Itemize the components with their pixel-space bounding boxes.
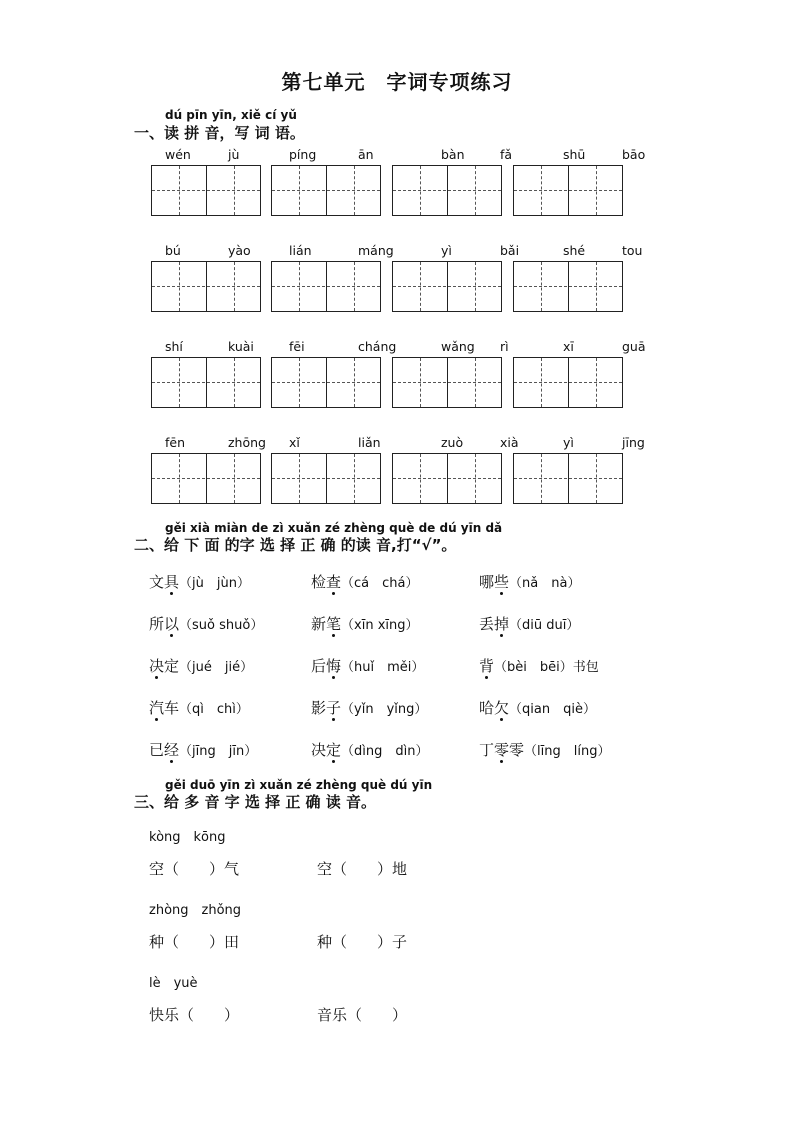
target-char: 以 [164, 615, 180, 633]
reading-choice-item[interactable] [479, 571, 580, 592]
pinyin-options: （qian qiè） [509, 702, 596, 717]
grid-pinyin-label: xī [563, 339, 574, 354]
reading-choice-item[interactable] [311, 739, 429, 760]
grid-pinyin-label: fǎ [500, 147, 513, 162]
word-char: 定 [164, 657, 180, 675]
target-char: 些 [494, 573, 510, 591]
pinyin-options: （jīng jīn） [179, 744, 258, 759]
word-char: 哈 [479, 699, 495, 717]
target-char: 决 [149, 657, 165, 675]
reading-choice-item[interactable] [149, 613, 263, 634]
writing-grid-box[interactable] [392, 165, 502, 216]
polyphone-blank[interactable]: 音乐（ ） [317, 1006, 408, 1024]
target-char: 汽 [149, 699, 165, 717]
writing-grid-box[interactable] [271, 453, 381, 504]
grid-pinyin-label: jīng [622, 435, 645, 450]
writing-grid-box[interactable] [151, 261, 261, 312]
pinyin-options: （yǐn yǐng） [341, 702, 428, 717]
writing-grid-box[interactable] [271, 165, 381, 216]
reading-choice-item[interactable] [479, 613, 579, 634]
grid-pinyin-label: liǎn [358, 435, 381, 450]
target-char: 具 [164, 573, 180, 591]
grid-pinyin-label: bǎi [500, 243, 520, 258]
grid-pinyin-label: bāo [622, 147, 646, 162]
word-char: 零 [509, 741, 525, 759]
grid-pinyin-label: wǎng [441, 339, 475, 354]
grid-pinyin-label: shí [165, 339, 183, 354]
word-char: 哪 [479, 573, 495, 591]
reading-choice-item[interactable] [479, 697, 596, 718]
grid-pinyin-label: guā [622, 339, 646, 354]
polyphone-blank[interactable]: 种（ ）田 [149, 933, 240, 951]
section1-heading: 一、读 拼 音，写 词 语。 [134, 124, 305, 142]
grid-pinyin-label: rì [500, 339, 509, 354]
grid-pinyin-label: zuò [441, 435, 464, 450]
writing-grid-box[interactable] [513, 261, 623, 312]
writing-grid-box[interactable] [151, 453, 261, 504]
writing-grid-box[interactable] [392, 261, 502, 312]
grid-pinyin-label: píng [289, 147, 317, 162]
word-char: 所 [149, 615, 165, 633]
word-char: 已 [149, 741, 165, 759]
writing-grid-box[interactable] [271, 357, 381, 408]
section1-pinyin: dú pīn yīn, xiě cí yǔ [165, 108, 297, 122]
reading-choice-item[interactable] [311, 697, 427, 718]
grid-pinyin-label: jù [228, 147, 240, 162]
target-char: 背 [479, 657, 495, 675]
target-char: 欠 [494, 699, 510, 717]
polyphone-blank[interactable]: 空（ ）地 [317, 860, 408, 878]
target-char: 掉 [494, 615, 510, 633]
grid-pinyin-label: yì [441, 243, 452, 258]
writing-grid-box[interactable] [151, 165, 261, 216]
reading-choice-item[interactable] [149, 571, 250, 592]
grid-pinyin-label: yào [228, 243, 251, 258]
grid-pinyin-label: tou [622, 243, 643, 258]
target-char: 子 [326, 699, 342, 717]
reading-choice-item[interactable] [149, 697, 249, 718]
pinyin-options: （jué jié） [179, 660, 254, 675]
section3-pinyin: gěi duō yīn zì xuǎn zé zhèng què dú yīn [165, 778, 433, 792]
writing-grid-box[interactable] [151, 357, 261, 408]
grid-pinyin-label: fēn [165, 435, 186, 450]
grid-pinyin-label: máng [358, 243, 394, 258]
reading-choice-item[interactable] [311, 571, 419, 592]
pinyin-options: （nǎ nà） [509, 576, 581, 591]
pinyin-options: （jù jùn） [179, 576, 250, 591]
reading-choice-item[interactable] [149, 739, 257, 760]
section2-heading: 二、给 下 面 的字 选 择 正 确 的读 音,打“√”。 [134, 536, 457, 554]
grid-pinyin-label: shū [563, 147, 586, 162]
writing-grid-box[interactable] [513, 453, 623, 504]
target-char: 定 [326, 741, 342, 759]
polyphone-pinyin: zhòng zhǒng [149, 903, 242, 918]
word-char: 丢 [479, 615, 495, 633]
writing-grid-box[interactable] [513, 165, 623, 216]
polyphone-blank[interactable]: 快乐（ ） [149, 1006, 240, 1024]
grid-pinyin-label: lián [289, 243, 312, 258]
grid-pinyin-label: yì [563, 435, 574, 450]
grid-pinyin-label: zhōng [228, 435, 266, 450]
reading-choice-item[interactable] [311, 613, 419, 634]
word-char: 新 [311, 615, 327, 633]
reading-choice-item[interactable] [479, 739, 610, 760]
polyphone-blank[interactable]: 种（ ）子 [317, 933, 408, 951]
pinyin-options: （cá chá） [341, 576, 419, 591]
writing-grid-box[interactable] [392, 453, 502, 504]
word-char: 文 [149, 573, 165, 591]
word-char: 影 [311, 699, 327, 717]
word-char: 车 [164, 699, 180, 717]
grid-pinyin-label: bú [165, 243, 181, 258]
word-char: 后 [311, 657, 327, 675]
grid-pinyin-label: fēi [289, 339, 305, 354]
pinyin-options: （suǒ shuǒ） [179, 618, 264, 633]
grid-pinyin-label: xià [500, 435, 519, 450]
polyphone-blank[interactable]: 空（ ）气 [149, 860, 240, 878]
pinyin-options: （bèi bēi）书包 [494, 660, 599, 675]
target-char: 查 [326, 573, 342, 591]
grid-pinyin-label: shé [563, 243, 586, 258]
pinyin-options: （līng líng） [524, 744, 611, 759]
target-char: 经 [164, 741, 180, 759]
grid-pinyin-label: ān [358, 147, 374, 162]
grid-pinyin-label: wén [165, 147, 191, 162]
grid-pinyin-label: bàn [441, 147, 465, 162]
word-char: 决 [311, 741, 327, 759]
section3-heading: 三、给 多 音 字 选 择 正 确 读 音。 [134, 793, 377, 811]
target-char: 零 [494, 741, 510, 759]
pinyin-options: （diū duī） [509, 618, 580, 633]
grid-pinyin-label: xǐ [289, 435, 300, 450]
polyphone-pinyin: lè yuè [149, 976, 198, 991]
word-char: 检 [311, 573, 327, 591]
writing-grid-box[interactable] [392, 357, 502, 408]
pinyin-options: （huǐ měi） [341, 660, 425, 675]
target-char: 悔 [326, 657, 342, 675]
grid-pinyin-label: cháng [358, 339, 397, 354]
writing-grid-box[interactable] [513, 357, 623, 408]
word-char: 丁 [479, 741, 495, 759]
pinyin-options: （dìng dìn） [341, 744, 429, 759]
writing-grid-box[interactable] [271, 261, 381, 312]
page-title: 第七单元 字词专项练习 [281, 70, 513, 94]
pinyin-options: （xīn xīng） [341, 618, 419, 633]
grid-pinyin-label: kuài [228, 339, 254, 354]
polyphone-pinyin: kòng kōng [149, 830, 226, 845]
section2-pinyin: gěi xià miàn de zì xuǎn zé zhèng què de dú yīn dǎ [165, 521, 503, 535]
reading-choice-item[interactable] [149, 655, 253, 676]
reading-choice-item[interactable] [311, 655, 424, 676]
target-char: 笔 [326, 615, 342, 633]
reading-choice-item[interactable] [479, 655, 599, 676]
pinyin-options: （qì chì） [179, 702, 249, 717]
